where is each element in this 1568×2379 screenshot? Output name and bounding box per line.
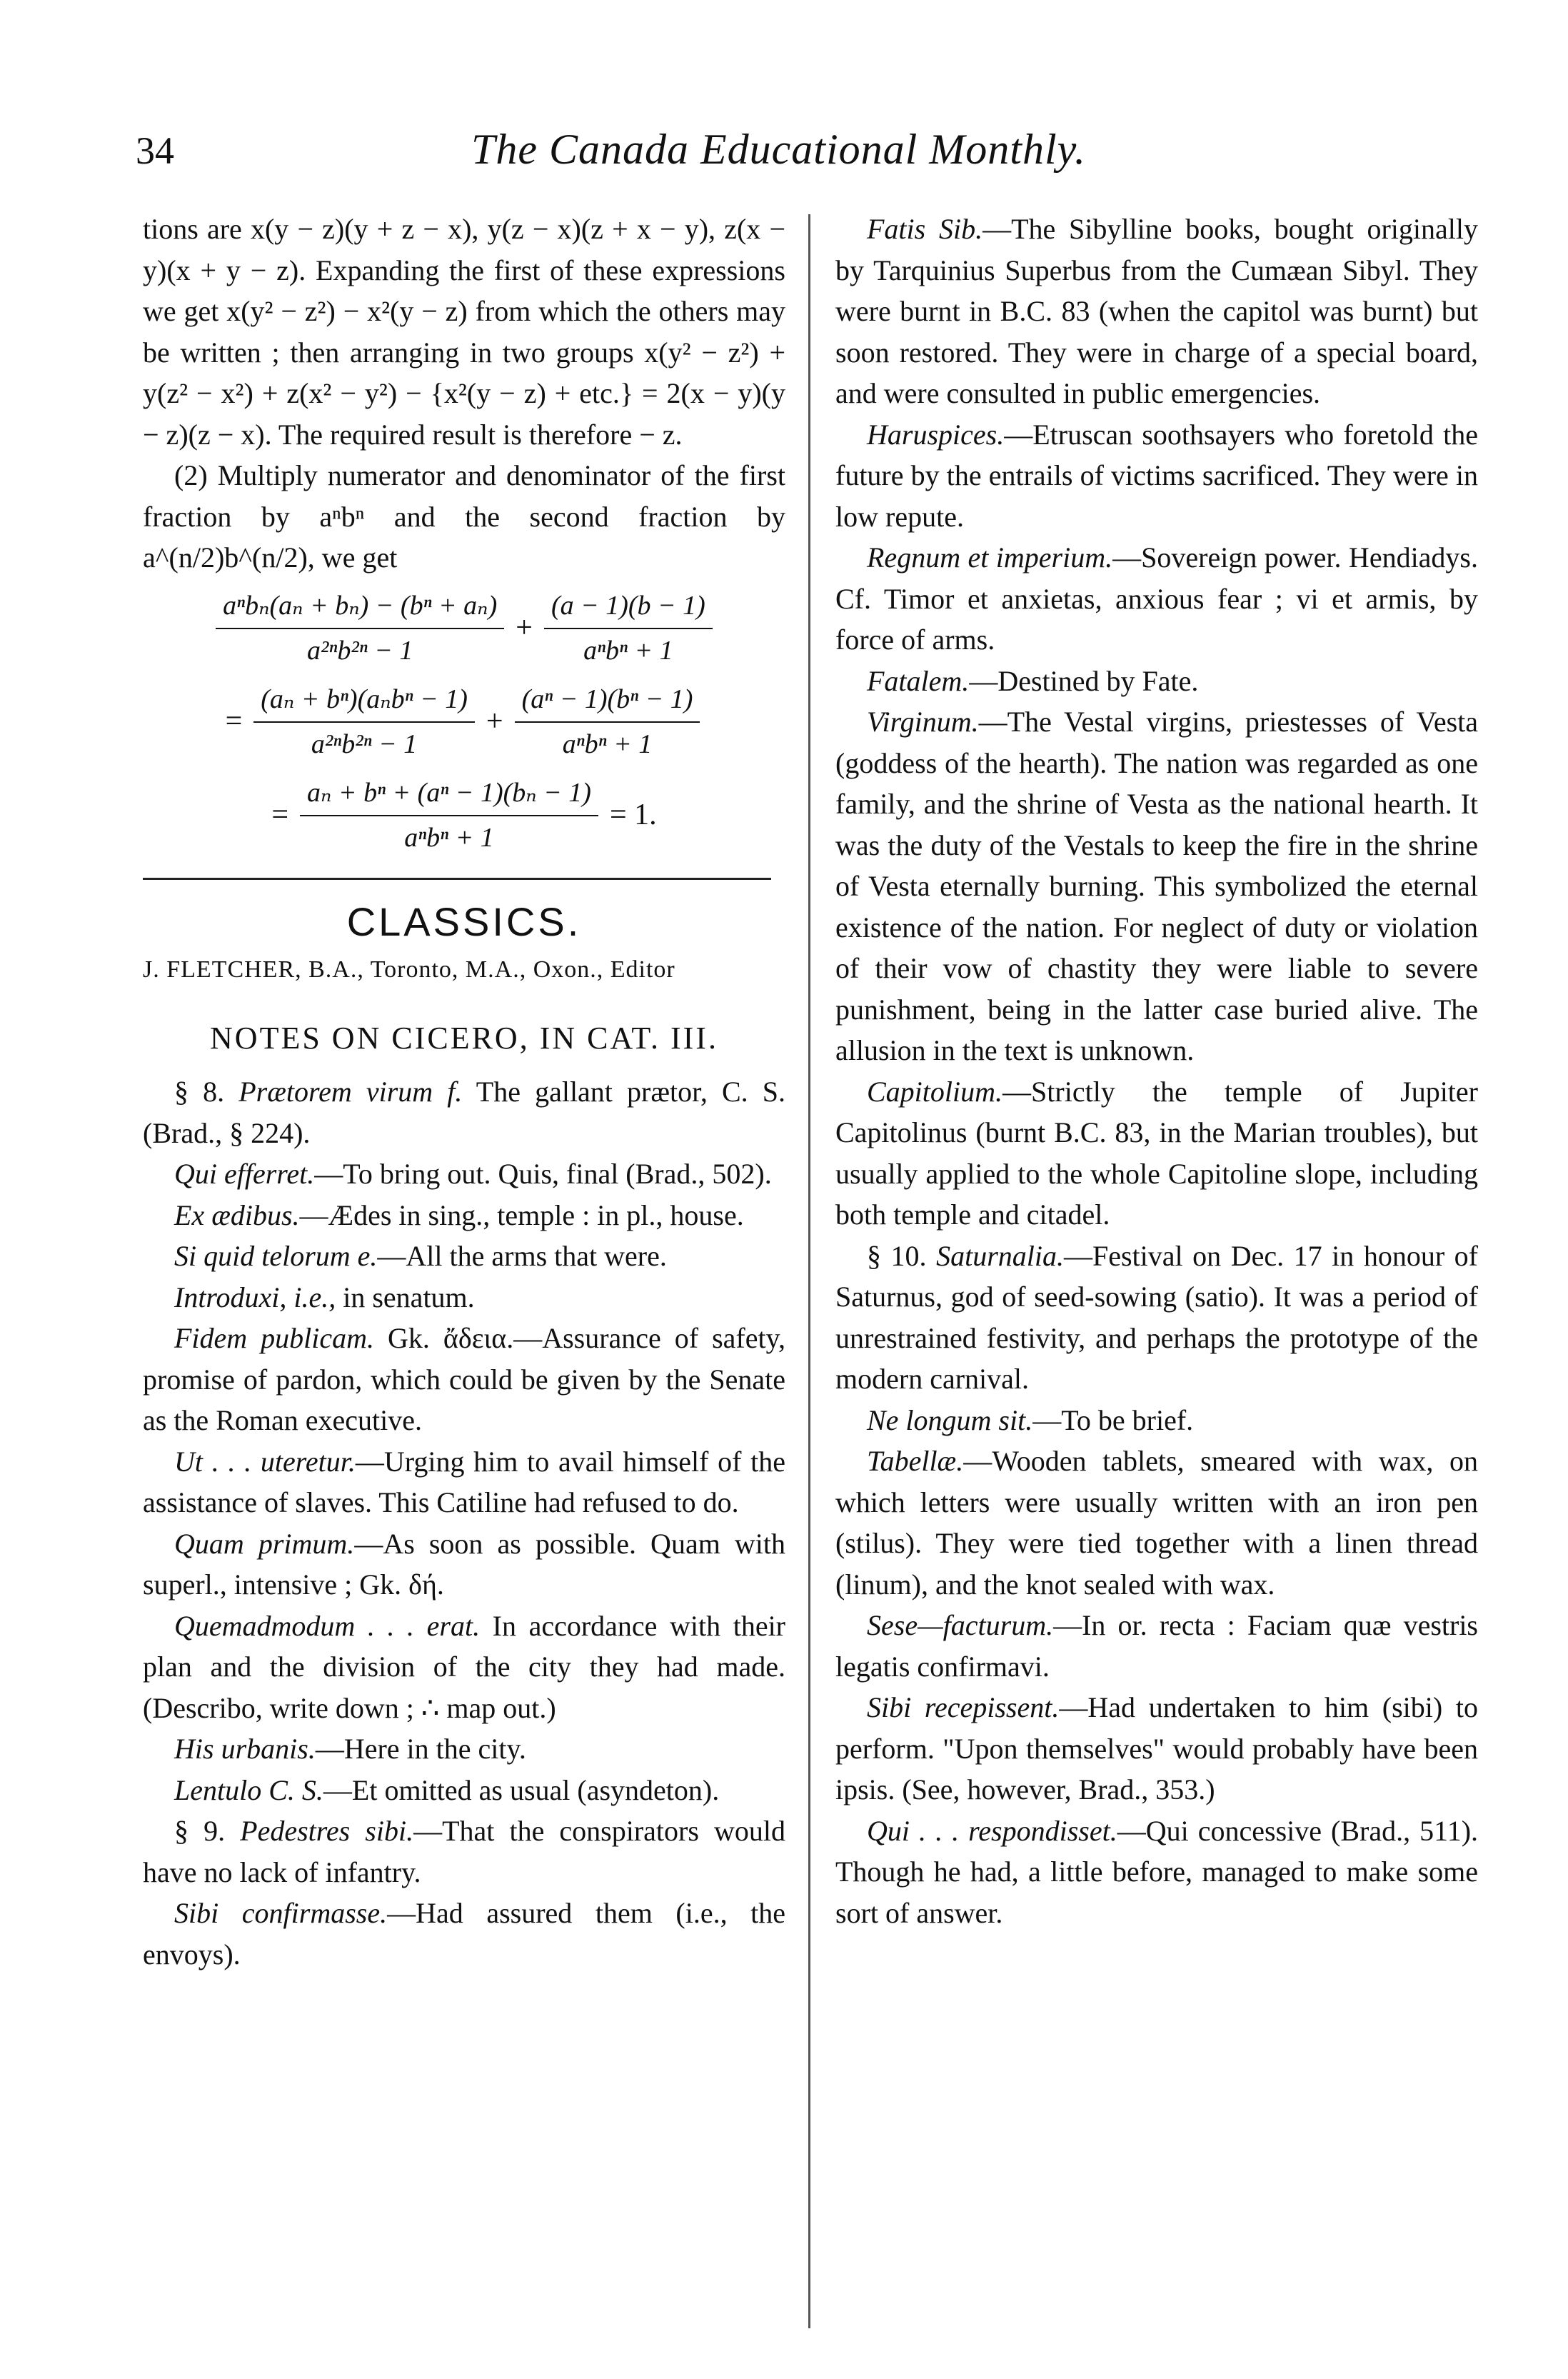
note-entry: [835, 209, 1478, 414]
equation-line-1: [143, 586, 785, 672]
note-entry: [835, 1441, 1478, 1605]
note-heading: Ne longum sit.: [867, 1403, 1033, 1436]
note-heading: Fatis Sib.: [867, 213, 983, 245]
note-text: —As soon as possible. Quam with superl., intensive ; Gk. δή.: [143, 1527, 785, 1601]
note-text: —That the conspirators would have no lack of infantry.: [143, 1815, 785, 1888]
plus-sign: +: [516, 611, 533, 645]
note-entry: [835, 701, 1478, 1071]
note-entry: [143, 1195, 785, 1236]
note-entry: [143, 1153, 785, 1195]
note-entry: [143, 1236, 785, 1277]
equals-sign: =: [271, 798, 289, 832]
left-column: [143, 209, 785, 1975]
note-entry: [143, 1893, 785, 1975]
page-number: 34: [136, 129, 174, 172]
equation-line-3: [143, 773, 785, 859]
fraction-denominator: a²ⁿb²ⁿ − 1: [311, 729, 418, 759]
running-title: The Canada Educational Monthly.: [471, 126, 1086, 173]
note-heading: Introduxi, i.e.,: [174, 1281, 336, 1313]
section-title: CLASSICS.: [346, 898, 582, 944]
note-heading: Regnum et imperium.: [867, 541, 1113, 574]
section-rule: [143, 878, 771, 880]
note-heading: Fidem publicam.: [174, 1322, 375, 1354]
note-text: in senatum.: [336, 1281, 475, 1313]
note-heading: Prætorem virum f.: [238, 1076, 463, 1108]
fraction-denominator: a²ⁿb²ⁿ − 1: [307, 636, 413, 666]
note-entry: [835, 661, 1478, 702]
note-text: Gk. ἄδεια.—Assurance of safety, promise of pardon, which could be given by the Senate as the Roman executive.: [143, 1322, 785, 1436]
note-heading: Fatalem.: [867, 664, 970, 697]
note-heading: Qui efferret.: [174, 1158, 315, 1190]
note-text: —Strictly the temple of Jupiter Capitolinus (burnt B.C. 83, in the Marian troubles), but usually applied to the whole Capitoline slope, including both temple and citadel.: [835, 1075, 1478, 1231]
note-heading: Pedestres sibi.: [240, 1815, 414, 1847]
note-text: —Had assured them (i.e., the envoys).: [143, 1897, 785, 1970]
fraction-1b: [544, 586, 713, 672]
note-text: In accordance with their plan and the division of the city they had made. (Describo, write down ; ∴ map out.): [143, 1609, 785, 1724]
note-text: The gallant prætor, C. S. (Brad., § 224).: [143, 1076, 785, 1149]
fraction-denominator: aⁿbⁿ + 1: [562, 729, 653, 759]
note-entry: [143, 1071, 785, 1153]
note-heading: Sibi recepissent.: [867, 1691, 1060, 1723]
fraction-2a: [253, 679, 475, 766]
note-heading: Quam primum.: [174, 1527, 355, 1560]
note-heading: Ut . . . uteretur.: [174, 1445, 356, 1478]
note-entry: [143, 1318, 785, 1441]
note-entry: [143, 1277, 785, 1318]
right-column: [835, 209, 1478, 1933]
note-entry: [143, 1606, 785, 1729]
editor-line: J. FLETCHER, B.A., Toronto, M.A., Oxon., Editor: [143, 956, 675, 983]
note-text: —Here in the city.: [315, 1733, 526, 1765]
note-heading: Lentulo C. S.: [174, 1773, 323, 1806]
note-entry: [835, 1236, 1478, 1400]
note-heading: Capitolium.: [867, 1075, 1003, 1108]
note-text: —Qui concessive (Brad., 511). Though he had, a little before, managed to make some sort of answer.: [835, 1814, 1479, 1929]
fraction-denominator: aⁿbⁿ + 1: [404, 823, 494, 853]
note-text: —Urging him to avail himself of the assistance of slaves. This Catiline had refused to do.: [143, 1445, 786, 1518]
note-heading: Haruspices.: [867, 418, 1005, 451]
fraction-1a: [216, 586, 504, 672]
equation-result: = 1.: [609, 798, 657, 832]
note-entry: [835, 1687, 1478, 1810]
note-text: —Sovereign power. Hendiadys. Cf. Timor et anxietas, anxious fear ; vi et armis, by force of arms.: [835, 541, 1478, 656]
note-entry: [835, 1400, 1478, 1441]
note-text: —All the arms that were.: [377, 1240, 667, 1272]
note-text: —To be brief.: [1032, 1403, 1194, 1436]
note-text: —Et omitted as usual (asyndeton).: [323, 1773, 720, 1806]
fraction-2b: [515, 679, 700, 766]
section-marker: § 10.: [867, 1239, 937, 1272]
note-text: —In or. recta : Faciam quæ vestris legatis confirmavi.: [835, 1609, 1478, 1683]
note-heading: Ex ædibus.: [174, 1198, 300, 1231]
note-heading: His urbanis.: [174, 1733, 316, 1765]
left-notes-list: [143, 1071, 785, 1975]
section-marker: § 8.: [174, 1076, 239, 1108]
note-heading: Saturnalia.: [936, 1239, 1064, 1272]
note-entry: [143, 1523, 785, 1606]
note-heading: Sese—facturum.: [867, 1609, 1054, 1641]
note-entry: [835, 1605, 1478, 1687]
right-notes-list: [835, 209, 1478, 1933]
note-entry: [143, 1441, 785, 1523]
section-marker: § 9.: [174, 1815, 241, 1847]
note-heading: Qui . . . respondisset.: [867, 1814, 1117, 1847]
note-entry: [835, 414, 1478, 538]
note-heading: Si quid telorum e.: [174, 1240, 378, 1272]
note-entry: [143, 1770, 785, 1811]
note-heading: Quemadmodum . . . erat.: [174, 1609, 481, 1642]
math-paragraph-1: tions are x(y − z)(y + z − x), y(z − x)(z + x − y), z(x − y)(x + y − z). Expanding the first of these expressions we get x(y² − z²) − x²(y − z) from which the others may be written ; then arranging in two groups x(y² − z²) + y(z² − x²) + z(x² − y²) − {x²(y − z) + etc.} = 2(x − y)(y − z)(z − x). The required result is therefore − z.: [143, 213, 785, 451]
plus-sign: +: [486, 705, 503, 738]
fraction-3: [300, 773, 598, 859]
equation-block: [143, 586, 785, 859]
note-entry: [835, 537, 1478, 661]
note-entry: [835, 1071, 1478, 1236]
math-paragraph-2: (2) Multiply numerator and denominator of the first fraction by aⁿbⁿ and the second fraction by a^(n/2)b^(n/2), we get: [143, 459, 785, 574]
note-heading: Virginum.: [867, 706, 979, 738]
fraction-numerator: (aⁿ − 1)(bⁿ − 1): [515, 679, 700, 723]
note-text: —The Sibylline books, bought originally by Tarquinius Superbus from the Cumæan Sibyl. They were burnt in B.C. 83 (when the capitol was burnt) but soon restored. They were in charge of a special board, and were consulted in public emergencies.: [835, 213, 1478, 409]
note-text: —The Vestal virgins, priestesses of Vesta (goddess of the hearth). The nation was regarded as one family, and the shrine of Vesta as the national hearth. It was the duty of the Vestals to keep the fire in the shrine of Vesta eternally burning. This symbolized the eternal existence of the nation. For neglect of duty or violation of their vow of chastity they were liable to severe punishment, being in the latter case buried alive. The allusion in the text is unknown.: [835, 706, 1478, 1066]
fraction-numerator: (aₙ + bⁿ)(aₙbⁿ − 1): [253, 679, 475, 723]
note-text: —Ædes in sing., temple : in pl., house.: [299, 1198, 744, 1231]
fraction-numerator: aⁿbₙ(aₙ + bₙ) − (bⁿ + aₙ): [216, 586, 504, 630]
column-divider: [808, 214, 810, 2328]
note-text: —Had undertaken to him (sibi) to perform. "Upon themselves" would probably have been ipsis. (See, however, Brad., 353.): [835, 1691, 1478, 1805]
note-text: —Destined by Fate.: [969, 664, 1199, 697]
note-text: —Festival on Dec. 17 in honour of Saturnus, god of seed-sowing (satio). It was a period of unrestrained festivity, and perhaps the prototype of the modern carnival.: [835, 1239, 1479, 1395]
note-heading: Sibi confirmasse.: [174, 1897, 388, 1929]
note-entry: [143, 1810, 785, 1893]
equation-line-2: [143, 679, 785, 766]
note-text: —Etruscan soothsayers who foretold the future by the entrails of victims sacrificed. They were in low repute.: [835, 418, 1478, 533]
note-text: —To bring out. Quis, final (Brad., 502).: [314, 1158, 772, 1190]
note-entry: [835, 1810, 1478, 1934]
equals-sign: =: [225, 705, 243, 738]
note-heading: Tabellæ.: [867, 1445, 964, 1477]
notes-title: NOTES ON CICERO, IN CAT. III.: [210, 1020, 718, 1056]
fraction-denominator: aⁿbⁿ + 1: [583, 636, 673, 666]
note-entry: [143, 1728, 785, 1770]
note-text: —Wooden tablets, smeared with wax, on which letters were usually written with an iron pen (stilus). They were tied together with a linen thread (linum), and the knot sealed with wax.: [835, 1445, 1478, 1601]
fraction-numerator: aₙ + bⁿ + (aⁿ − 1)(bₙ − 1): [300, 773, 598, 817]
fraction-numerator: (a − 1)(b − 1): [544, 586, 713, 630]
